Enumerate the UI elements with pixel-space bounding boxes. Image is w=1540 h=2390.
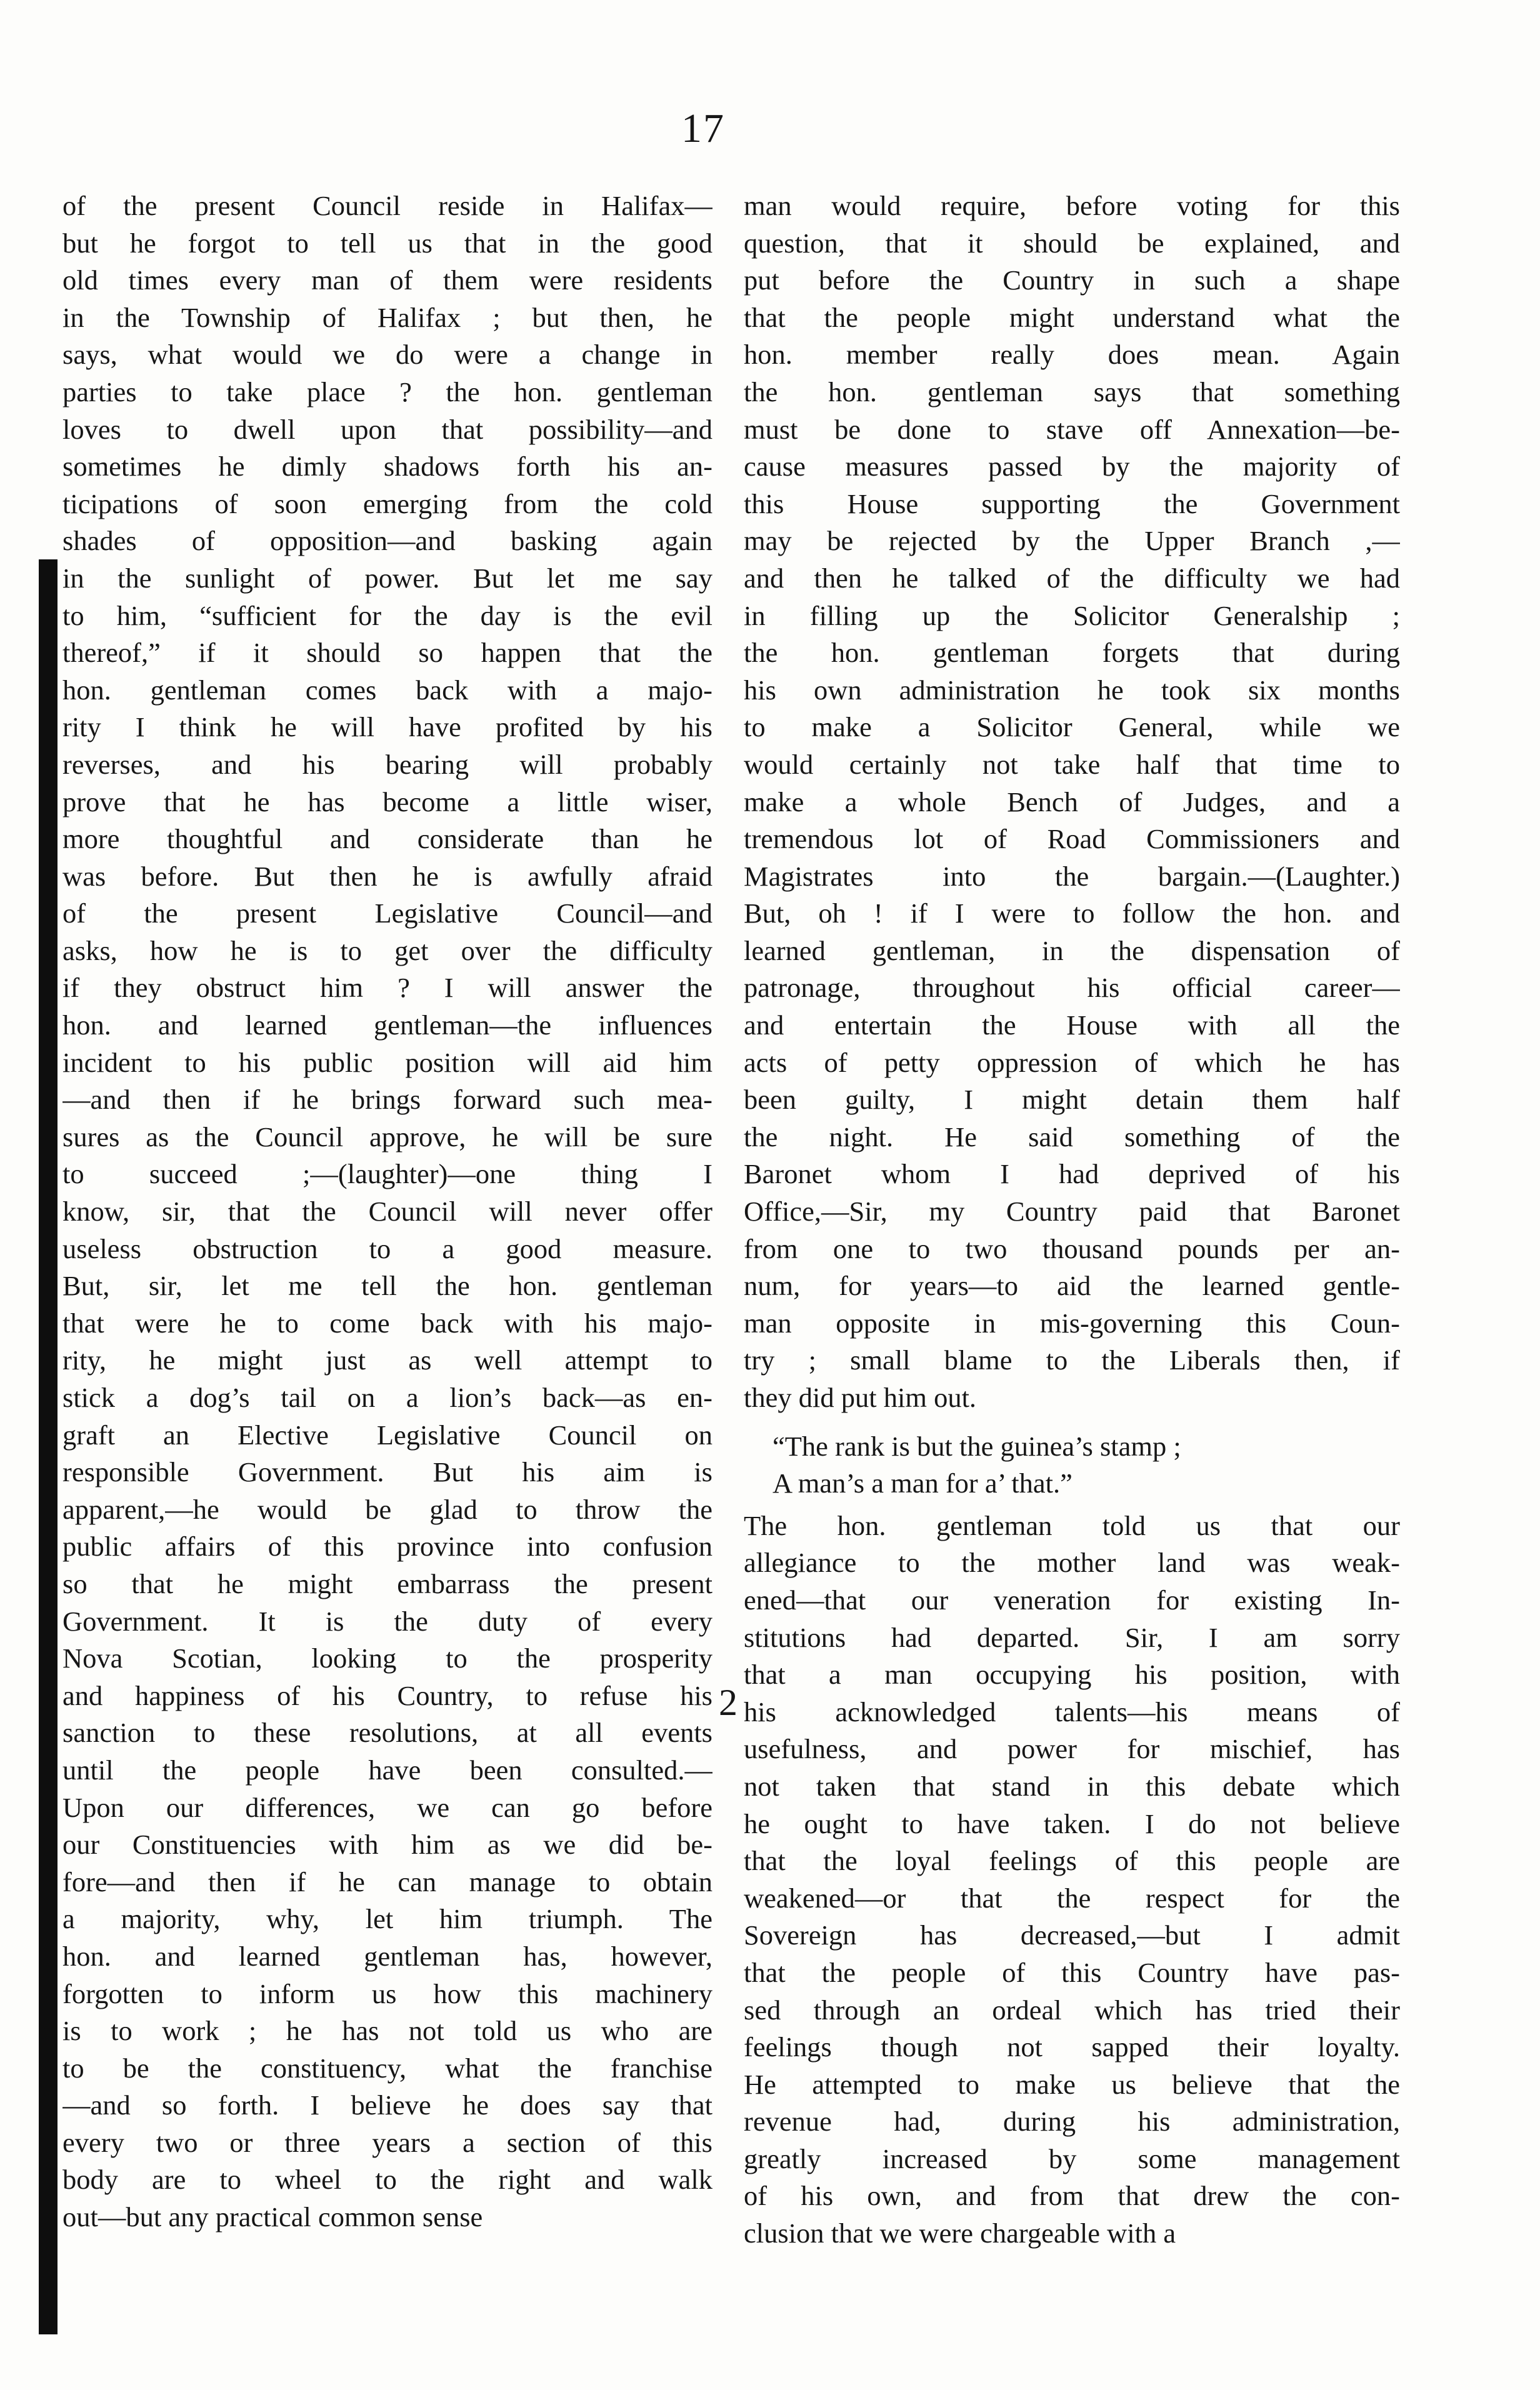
text-line: —and so forth. I believe he does say that [62, 2089, 712, 2121]
text-line: that the people might understand what the [744, 301, 1400, 333]
text-line: revenue had, during his administration, [744, 2106, 1400, 2138]
text-line: Nova Scotian, looking to the prosperity [62, 1642, 712, 1674]
text-line: is to work ; he has not told us who are [62, 2015, 712, 2047]
text-line: num, for years—to aid the learned gentle- [744, 1270, 1400, 1302]
text-line: if they obstruct him ? I will answer the [62, 972, 712, 1004]
text-line: of the present Council reside in Halifax— [62, 190, 712, 221]
text-line: clusion that we were chargeable with a [744, 2218, 1176, 2249]
text-line: learned gentleman, in the dispensation of [744, 934, 1400, 966]
text-line: says, what would we do were a change in [62, 339, 712, 371]
text-line: must be done to stave off Annexation—be- [744, 413, 1400, 445]
text-line: hon. gentleman comes back with a majo- [62, 674, 712, 706]
text-line: the hon. gentleman says that something [744, 376, 1400, 408]
text-line: rity I think he will have profited by his [62, 711, 712, 743]
text-line: out—but any practical common sense [62, 2201, 483, 2233]
text-line: his acknowledged talents—his means of [744, 1696, 1400, 1728]
text-line: hon. and learned gentleman has, however, [62, 1940, 712, 1972]
text-line: a majority, why, let him triumph. The [62, 1903, 712, 1935]
text-line: hon. member really does mean. Again [744, 339, 1400, 371]
text-line: and then he talked of the difficulty we had [744, 562, 1400, 594]
text-line: that a man occupying his position, with [744, 1659, 1400, 1691]
text-line: forgotten to inform us how this machinery [62, 1978, 712, 2009]
text-line: patronage, throughout his official career— [744, 972, 1400, 1004]
text-line: the hon. gentleman forgets that during [744, 637, 1400, 669]
text-line: of the present Legislative Council—and [62, 898, 712, 929]
text-line: loves to dwell upon that possibility—and [62, 413, 712, 445]
text-line: and happiness of his Country, to refuse his [62, 1679, 712, 1711]
text-line: usefulness, and power for mischief, has [744, 1733, 1400, 1765]
text-line: to be the constituency, what the franchise [62, 2052, 712, 2084]
text-line: incident to his public position will aid him [62, 1046, 712, 1078]
text-line: this House supporting the Government [744, 488, 1400, 519]
text-line: that the people of this Country have pas- [744, 1956, 1400, 1988]
text-line: to succeed ;—(laughter)—one thing I [62, 1158, 712, 1190]
text-line: Office,—Sir, my Country paid that Baronet [744, 1196, 1400, 1228]
text-line: man opposite in mis-governing this Coun- [744, 1307, 1400, 1339]
text-line: But, oh ! if I were to follow the hon. and [744, 898, 1400, 929]
text-line: question, that it should be explained, and [744, 227, 1400, 259]
text-line: public affairs of this province into confusion [62, 1531, 712, 1562]
text-line: apparent,—he would be glad to throw the [62, 1493, 712, 1525]
text-line: Sovereign has decreased,—but I admit [744, 1919, 1400, 1951]
text-line: more thoughtful and considerate than he [62, 823, 712, 855]
right-column-second-part [744, 1508, 1400, 2252]
text-line: to make a Solicitor General, while we [744, 711, 1400, 743]
text-line: feelings though not sapped their loyalty. [744, 2031, 1400, 2063]
right-column-first-part [744, 188, 1400, 1417]
verse-block [744, 1428, 1400, 1502]
right-column [744, 188, 1400, 2252]
text-line: sures as the Council approve, he will be sure [62, 1121, 712, 1152]
text-line: sed through an ordeal which has tried their [744, 1994, 1400, 2026]
text-line: and entertain the House with all the [744, 1009, 1400, 1041]
text-line: old times every man of them were residents [62, 264, 712, 296]
text-line: of his own, and from that drew the con- [744, 2180, 1400, 2212]
text-line: was before. But then he is awfully afraid [62, 860, 712, 892]
text-line: ticipations of soon emerging from the cold [62, 488, 712, 519]
text-line: graft an Elective Legislative Council on [62, 1419, 712, 1451]
text-line: make a whole Bench of Judges, and a [744, 786, 1400, 818]
text-line: parties to take place ? the hon. gentleman [62, 376, 712, 408]
text-line: allegiance to the mother land was weak- [744, 1547, 1400, 1579]
text-line: useless obstruction to a good measure. [62, 1232, 712, 1264]
text-line: they did put him out. [744, 1382, 977, 1413]
text-line: from one to two thousand pounds per an- [744, 1232, 1400, 1264]
text-line: tremendous lot of Road Commissioners and [744, 823, 1400, 855]
text-line: But, sir, let me tell the hon. gentleman [62, 1270, 712, 1302]
signature-mark: 2 [719, 1682, 738, 1723]
text-line: know, sir, that the Council will never offer [62, 1196, 712, 1228]
text-line: The hon. gentleman told us that our [744, 1509, 1400, 1541]
text-line: may be rejected by the Upper Branch ,— [744, 525, 1400, 557]
text-line: Upon our differences, we can go before [62, 1791, 712, 1823]
text-line: ened—that our veneration for existing In- [744, 1584, 1400, 1616]
text-line: A man’s a man for a’ that.” [772, 1468, 1072, 1499]
text-line: sanction to these resolutions, at all events [62, 1717, 712, 1749]
text-line: Baronet whom I had deprived of his [744, 1158, 1400, 1190]
text-line: —and then if he brings forward such mea- [62, 1084, 712, 1116]
text-line: sometimes he dimly shadows forth his an- [62, 451, 712, 482]
text-line: responsible Government. But his aim is [62, 1456, 712, 1488]
text-line: cause measures passed by the majority of [744, 451, 1400, 482]
binding-strip [39, 559, 58, 2334]
text-line: he ought to have taken. I do not believe [744, 1808, 1400, 1839]
text-line: the night. He said something of the [744, 1121, 1400, 1152]
text-line: fore—and then if he can manage to obtain [62, 1866, 712, 1898]
text-line: try ; small blame to the Liberals then, if [744, 1344, 1400, 1376]
text-line: that the loyal feelings of this people are [744, 1845, 1400, 1877]
left-column [62, 188, 712, 2236]
text-line: rity, he might just as well attempt to [62, 1344, 712, 1376]
text-line: man would require, before voting for this [744, 190, 1400, 221]
page-number: 17 [681, 106, 725, 151]
text-line: not taken that stand in this debate which [744, 1770, 1400, 1802]
text-line: been guilty, I might detain them half [744, 1084, 1400, 1116]
text-line: in filling up the Solicitor Generalship ; [744, 599, 1400, 631]
text-line: every two or three years a section of this [62, 2126, 712, 2158]
text-line: would certainly not take half that time to [744, 748, 1400, 780]
text-line: until the people have been consulted.— [62, 1754, 712, 1786]
text-line: greatly increased by some management [744, 2142, 1400, 2174]
text-line: reverses, and his bearing will probably [62, 748, 712, 780]
text-line: “The rank is but the guinea’s stamp ; [772, 1430, 1181, 1462]
text-line: shades of opposition—and basking again [62, 525, 712, 557]
text-line: but he forgot to tell us that in the good [62, 227, 712, 259]
text-line: prove that he has become a little wiser, [62, 786, 712, 818]
text-line: our Constituencies with him as we did be- [62, 1829, 712, 1861]
text-line: to him, “sufficient for the day is the evil [62, 599, 712, 631]
text-line: Magistrates into the bargain.—(Laughter.) [744, 860, 1400, 892]
text-line: body are to wheel to the right and walk [62, 2164, 712, 2196]
text-line: weakened—or that the respect for the [744, 1882, 1400, 1914]
text-line: that were he to come back with his majo- [62, 1307, 712, 1339]
text-line: hon. and learned gentleman—the influences [62, 1009, 712, 1041]
text-line: asks, how he is to get over the difficulty [62, 934, 712, 966]
text-line: thereof,” if it should so happen that the [62, 637, 712, 669]
text-line: stick a dog’s tail on a lion’s back—as en- [62, 1382, 712, 1413]
text-line: in the sunlight of power. But let me say [62, 562, 712, 594]
text-line: acts of petty oppression of which he has [744, 1046, 1400, 1078]
text-line: his own administration he took six months [744, 674, 1400, 706]
text-line: He attempted to make us believe that the [744, 2068, 1400, 2100]
text-line: so that he might embarrass the present [62, 1568, 712, 1599]
text-line: in the Township of Halifax ; but then, he [62, 301, 712, 333]
text-line: stitutions had departed. Sir, I am sorry [744, 1621, 1400, 1653]
text-line: Government. It is the duty of every [62, 1605, 712, 1637]
text-line: put before the Country in such a shape [744, 264, 1400, 296]
